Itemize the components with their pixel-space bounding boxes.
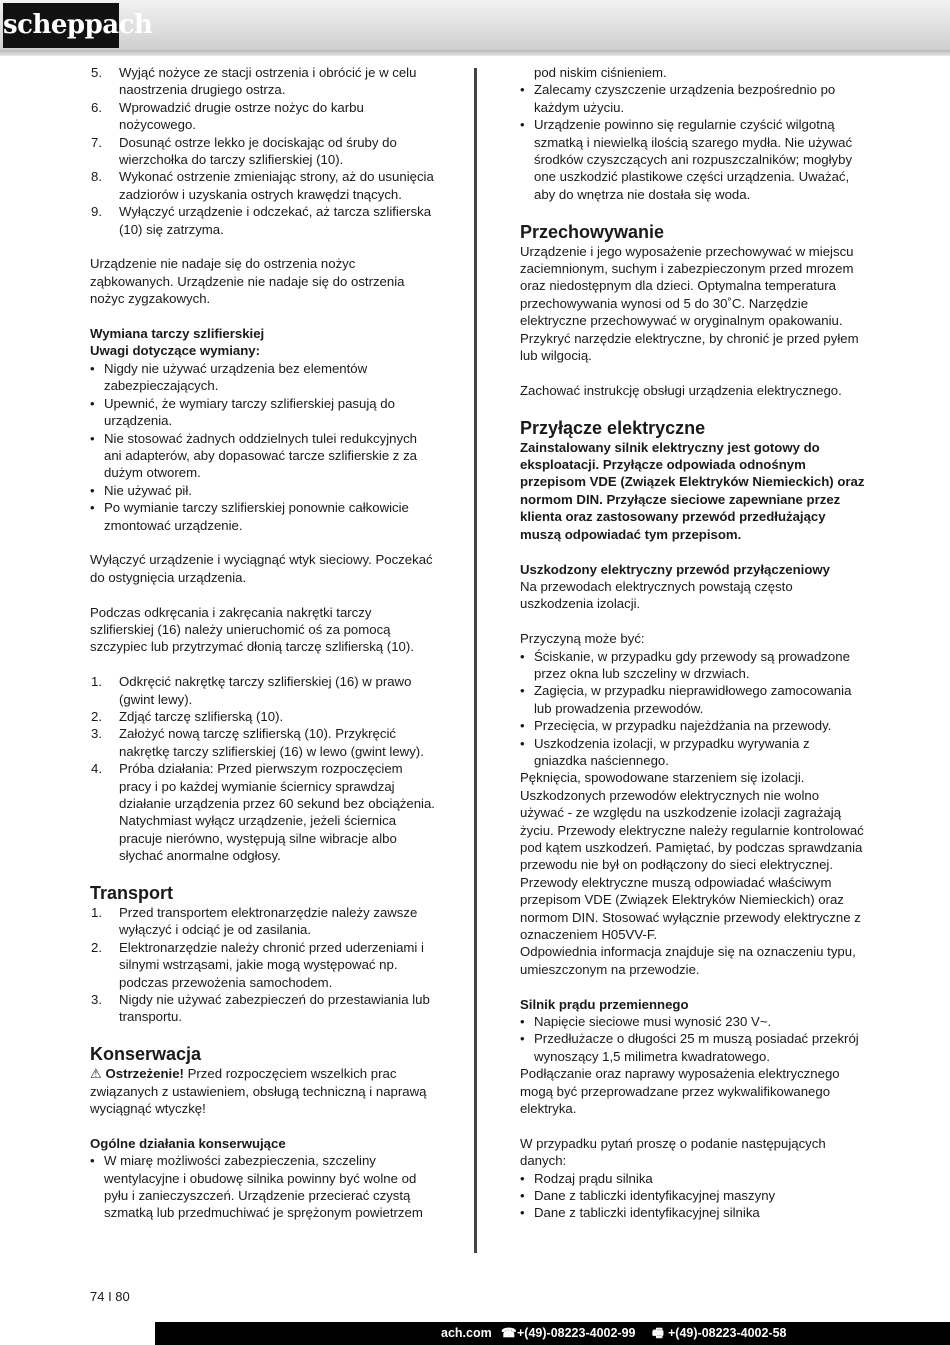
bullet-text: Urządzenie powinno się regularnie czyścić wilgotną szmatką i niewielką ilością szarego mydła. Nie używać środków czyszczących ani rozpuszczalników; mogłyby one uszkodzić plastikowe części urządzenia. Uważać, aby do wnętrza nie dostała się woda. [534,117,853,202]
silnik-heading: Silnik prądu przemiennego [520,996,689,1012]
bullet-icon: • [520,82,525,98]
bullet-icon: • [520,1014,525,1030]
bullet-item [90,430,435,482]
uszkodzony-heading: Uszkodzony elektryczny przewód przyłączeniowy [520,561,830,577]
bullet-text: Przedłużacze o długości 25 m muszą posiadać przekrój wynoszący 1,5 milimetra kwadratowego. [534,1031,859,1064]
list-text: Założyć nową tarczę szlifierską (10). Przykręcić nakrętkę tarczy szlifierskiej (16) w lewo (gwint lewy). [119,726,424,759]
bullet-item [520,717,865,734]
uszkodzony-info: Odpowiednia informacja znajduje się na oznaczeniu typu, umieszczonym na przewodzie. [520,944,856,977]
page-footer [155,1322,950,1345]
list-number: 1. [91,905,102,920]
bullet-icon: • [90,395,95,411]
list-item [90,168,435,203]
przechowywanie-heading: Przechowywanie [520,221,665,242]
bullet-item [520,1030,865,1065]
list-number: 7. [91,134,102,150]
bullet-item [520,1187,865,1204]
bullet-text: Uszkodzenia izolacji, w przypadku wyrywania z gniazdka naściennego. [534,735,810,768]
warning-paragraph [90,1065,435,1117]
warning-label: Ostrzeżenie! [105,1066,184,1082]
list-item [90,203,435,238]
bullet-item [520,648,865,683]
list-text: Elektronarzędzie należy chronić przed uderzeniami i silnymi wstrząsami, jakie mogą występować np. podczas przewożenia samochodem. [119,939,424,990]
list-number: 5. [91,65,102,80]
warning-icon: ⚠ [90,1066,102,1082]
bullet-text: Zagięcia, w przypadku nieprawidłowego zamocowania lub prowadzenia przewodów. [534,683,852,716]
bullet-item [90,395,435,430]
bullet-item [520,1013,865,1030]
list-text: Zdjąć tarczę szlifierską (10). [119,708,284,724]
storage-text-2: Przykryć narzędzie elektryczne, by chronić je przed pyłem lub wilgocią. [520,330,859,364]
bullet-icon: • [520,1170,525,1186]
bullet-item [520,1170,865,1187]
bullet-text: Napięcie sieciowe musi wynosić 230 V~. [534,1014,772,1030]
bullet-item [520,116,865,203]
ogolne-heading: Ogólne działania konserwujące [90,1135,286,1151]
bullet-icon: • [520,1188,525,1204]
continued-text: pod niskim ciśnieniem. [534,65,667,80]
bullet-text: Rodzaj prądu silnika [534,1170,653,1186]
list-text: Wprowadzić drugie ostrze nożyc do karbu nożycowego. [119,99,364,133]
bullet-item [520,1204,865,1221]
bullet-item [90,1152,435,1222]
bullet-text: Dane z tabliczki identyfikacyjnej silnika [534,1205,760,1221]
bullet-icon: • [520,117,525,133]
bullet-icon: • [90,1153,95,1169]
sharpening-steps [90,64,435,238]
list-text: Przed transportem elektronarzędzie należy zawsze wyłączyć i odciąć je od zasilania. [119,905,418,938]
warning-text: Przed rozpoczęciem wszelkich prac związanych z ustawieniem, obsługą techniczną i naprawą wyciągnąć wtyczkę! [90,1066,427,1117]
list-item [90,64,435,99]
list-item [90,134,435,169]
bullet-icon: • [90,482,95,498]
bullet-text: Po wymianie tarczy szlifierskiej ponownie całkowicie zmontować urządzenie. [104,500,409,533]
footer-phone: +(49)-08223-4002-99 [517,1326,636,1340]
transport-heading: Transport [90,883,174,903]
column-divider [474,68,477,1253]
list-item [90,708,435,725]
bullet-text: Nigdy nie używać urządzenia bez elementów zabezpieczających. [104,360,368,394]
przylacze-bold-text: Zainstalowany silnik elektryczny jest gotowy do eksploatacji. Przyłącze odpowiada odnośnym przepisom VDE (Związek Elektryków Niemieckich) oraz normom DIN. Przyłącze sieciowe zapewniane przez klienta oraz zastosowany przewód przedłużający muszą odpowiadać tym przepisom. [520,439,865,542]
transport-steps [90,904,435,1026]
list-item [90,939,435,991]
bullet-icon: • [520,1031,525,1047]
page-number: 74 I 80 [90,1289,130,1304]
phone-icon: ☎ [501,1326,517,1340]
list-text: Odkręcić nakrętkę tarczy szlifierskiej (16) w prawo (gwint lewy). [119,674,412,707]
list-item [90,904,435,939]
uszkodzony-text: Na przewodach elektrycznych powstają często uszkodzenia izolacji. [520,578,793,612]
bullet-text: Ściskanie, w przypadku gdy przewody są prowadzone przez okna lub szczeliny w drzwiach. [534,648,850,681]
ogolne-bullets [90,1152,435,1222]
bullet-item [520,735,865,770]
wymiana-heading: Wymiana tarczy szlifierskiej [90,326,265,342]
scheppach-logo: scheppach [3,3,119,48]
bullet-icon: • [520,735,525,751]
replacement-steps [90,673,435,864]
silnik-text: Podłączanie oraz naprawy wyposażenia elektrycznego mogą być przeprowadzane przez wykwalifikowanego elektryka. [520,1066,840,1117]
header-divider [0,50,950,56]
list-number: 8. [91,169,102,185]
list-number: 3. [91,726,102,742]
wymiana-bullets [90,360,435,534]
bullet-icon: • [520,648,525,664]
bullet-text: Nie stosować żadnych oddzielnych tulei redukcyjnych ani adapterów, aby dopasować tarcze szlifierskie z za dużym otworem. [104,430,417,481]
storage-text-3: Zachować instrukcję obsługi urządzenia elektrycznego. [520,382,842,398]
przylacze-heading: Przyłącze elektryczne [520,417,706,438]
list-item [90,760,435,864]
bullet-item [90,499,435,534]
bullet-icon: • [90,500,95,516]
list-number: 4. [91,761,102,777]
bullet-icon: • [520,683,525,699]
bullet-icon: • [90,430,95,446]
list-number: 9. [91,204,102,220]
wymiana-subheading: Uwagi dotyczące wymiany: [90,343,261,359]
silnik-bullets [520,1013,865,1065]
bullet-text: Przecięcia, w przypadku najeżdżania na przewody. [534,718,832,734]
bullet-icon: • [90,360,95,376]
list-text: Dosunąć ostrze lekko je dociskając od śruby do wierzchołka do tarczy szlifierskiej (10). [119,134,397,168]
list-text: Wykonać ostrzenie zmieniając strony, aż do usunięcia zadziorów i uzyskania ostrych krawędzi tnących. [119,169,434,202]
bullet-text: Zalecamy czyszczenie urządzenia bezpośrednio po każdym użyciu. [534,82,836,115]
list-number: 2. [91,939,102,955]
bullet-icon: • [520,718,525,734]
footer-website: ach.com [441,1326,492,1340]
bullet-item [520,682,865,717]
bullet-text: Nie używać pił. [104,482,192,498]
list-item [90,673,435,708]
note-paragraph: Urządzenie nie nadaje się do ostrzenia nożyc ząbkowanych. Urządzenie nie nadaje się do ostrzenia nożyc zygzakowych. [90,256,405,307]
bullet-text: W miarę możliwości zabezpieczenia, szczeliny wentylacyjne i obudowę silnika powinny być wolne od pyłu i zanieczyszczeń. Urządzenie przecierać czystą szmatką lub przedmuchiwać je sprężonym powietrzem [104,1153,423,1221]
list-text: Nigdy nie używać zabezpieczeń do przestawiania lub transportu. [119,992,430,1025]
uszkodzony-long-text: Uszkodzonych przewodów elektrycznych nie wolno używać - ze względu na uszkodzenie izolacji zagrażają życiu. Przewody elektryczne należy regularnie kontrolować pod kątem uszkodzeń. Pamiętać, by podczas sprawdzania przewodu nie był on podłączony do sieci elektrycznej. Przewody elektryczne muszą odpowiadać właściwym przepisom VDE (Związek Elektryków Niemieckich) oraz normom DIN. Stosować wyłącznie przewody elektryczne z oznaczeniem H05VV-F. [520,787,864,943]
bullet-item [90,482,435,499]
przyczyna-bullets [520,648,865,770]
page-header [0,0,950,50]
list-item [90,725,435,760]
pytan-text: W przypadku pytań proszę o podanie następujących danych: [520,1135,826,1169]
list-text: Wyłączyć urządzenie i odczekać, aż tarcza szlifierska (10) się zatrzyma. [119,204,432,237]
fax-icon: 🖷 [652,1326,664,1340]
list-number: 6. [91,99,102,115]
list-text: Wyjąć nożyce ze stacji ostrzenia i obrócić je w celu naostrzenia drugiego ostrza. [119,65,417,98]
unplug-paragraph: Wyłączyć urządzenie i wyciągnąć wtyk sieciowy. Poczekać do ostygnięcia urządzenia. [90,552,433,585]
left-column [90,64,435,1222]
right-column [520,64,865,1222]
bullet-text: Upewnić, że wymiary tarczy szlifierskiej pasują do urządzenia. [104,395,395,429]
storage-text: Urządzenie i jego wyposażenie przechowywać w miejscu zaciemnionym, suchym i zabezpieczonym przed mrozem oraz niedostępnym dla dzieci. Optymalna temperatura przechowywania wynosi od 5 do 30˚C. Narzędzie elektryczne przechowywać w oryginalnym opakowaniu. [520,243,854,329]
list-number: 3. [91,992,102,1008]
list-item [90,991,435,1026]
pytan-bullets [520,1170,865,1222]
konserwacja-heading: Konserwacja [90,1044,202,1065]
bullet-item [520,81,865,116]
list-item [90,99,435,134]
cleaning-bullets [520,81,865,203]
przyczyna-text: Przyczyną może być: [520,631,645,647]
list-number: 1. [91,674,102,690]
list-number: 2. [91,708,102,724]
bullet-icon: • [520,1205,525,1221]
bullet-item [90,360,435,395]
nut-paragraph: Podczas odkręcania i zakręcania nakrętki tarczy szlifierskiej (16) należy unieruchomić oś za pomocą szczypiec lub przytrzymać dłonią tarczę szlifierską (10). [90,604,414,655]
list-text: Próba działania: Przed pierwszym rozpoczęciem pracy i po każdej wymianie ściernicy sprawdzaj działanie urządzenia przez 60 sekund bez obciążenia. Natychmiast wyłącz urządzenie, jeżeli ściernica pracuje nierówno, występują silne wibracje albo słychać anormalne odgłosy. [119,761,435,864]
pekniecia-text: Pęknięcia, spowodowane starzeniem się izolacji. [520,770,805,786]
footer-fax: +(49)-08223-4002-58 [668,1326,787,1340]
bullet-text: Dane z tabliczki identyfikacyjnej maszyny [534,1188,776,1204]
